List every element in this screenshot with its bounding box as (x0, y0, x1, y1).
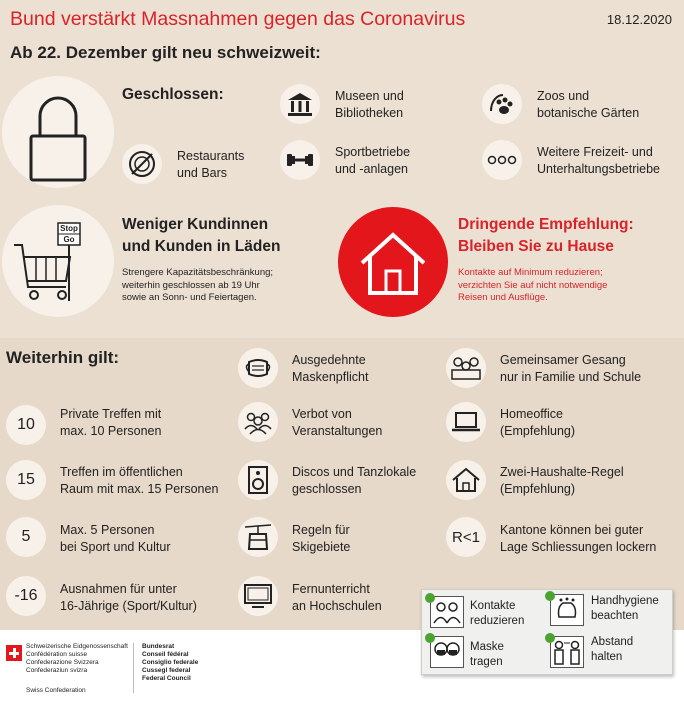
closed-item-line2: Bibliotheken (335, 106, 404, 120)
closed-item-more (537, 144, 660, 178)
rule-line1: Private Treffen mit (60, 407, 162, 421)
rule-line2: max. 10 Personen (60, 424, 162, 438)
lock-circle (2, 76, 114, 188)
distance-icon (550, 636, 584, 668)
rule-remote-teaching (292, 581, 382, 615)
speaker-icon-circle (238, 460, 278, 500)
mask-icon-circle (238, 348, 278, 388)
rule-line1: Zwei-Haushalte-Regel (500, 465, 624, 479)
shops-detail-line2: weiterhin geschlossen ab 19 Uhr (122, 279, 260, 291)
council-line: Consiglio federale (142, 659, 199, 666)
two-households-icon-circle (446, 460, 486, 500)
gondola-icon (243, 522, 273, 552)
number-badge: 10 (6, 405, 46, 445)
closed-item-line1: Museen und (335, 89, 404, 103)
checkmark-icon (545, 633, 555, 643)
crowd-icon-circle (238, 402, 278, 442)
house-icon (450, 466, 482, 494)
rule-line1: Regeln für (292, 523, 350, 537)
museum-icon-circle (280, 84, 320, 124)
closed-item-line2: und Bars (177, 166, 228, 180)
reduce-contacts-icon (430, 596, 464, 628)
cart-circle (2, 205, 114, 317)
hygiene-line1: Handhygiene (591, 595, 659, 607)
closed-item-zoos (537, 88, 639, 122)
closed-item-line1: Zoos und (537, 89, 590, 103)
rule-line2: 16-Jährige (Sport/Kultur) (60, 599, 197, 613)
stay-home-detail-line1: Kontakte auf Minimum reduzieren; (458, 267, 603, 278)
council-line: Cussegl federal (142, 667, 191, 674)
hand-hygiene-icon (550, 594, 584, 626)
shops-heading (122, 214, 280, 258)
more-icon (487, 154, 517, 166)
rule-mask (292, 352, 368, 386)
rule-public-meetings (60, 464, 218, 498)
rule-line2: Veranstaltungen (292, 424, 383, 438)
rule-line1: Treffen im öffentlichen (60, 465, 183, 479)
gondola-icon-circle (238, 517, 278, 557)
section-subtitle: Ab 22. Dezember gilt neu schweizweit: (10, 43, 321, 62)
hygiene-line2: reduzieren (470, 615, 525, 627)
house-icon (338, 207, 448, 317)
shops-heading-line2: und Kunden in Läden (122, 238, 281, 255)
mask-icon (243, 356, 273, 380)
rule-homeoffice (500, 406, 575, 440)
checkmark-icon (545, 591, 555, 601)
zoo-icon (487, 89, 517, 119)
council-line: Bundesrat (142, 643, 175, 650)
rule-line2: bei Sport und Kultur (60, 540, 171, 554)
hygiene-line2: beachten (591, 610, 639, 622)
closed-item-restaurants (177, 148, 244, 182)
rule-private-meetings (60, 406, 161, 440)
stay-home-heading-line1: Dringende Empfehlung: (458, 216, 634, 233)
hygiene-line1: Maske (470, 641, 504, 653)
stay-home-circle (338, 207, 448, 317)
dumbbell-icon-circle (280, 140, 320, 180)
lock-icon (2, 76, 114, 188)
shopping-cart-icon (2, 205, 114, 317)
rule-line1: Fernunterricht (292, 582, 370, 596)
shops-detail-line1: Strengere Kapazitätsbeschränkung; (122, 267, 274, 278)
number-badge: -16 (6, 576, 46, 616)
rule-discos (292, 464, 416, 498)
checkmark-icon (425, 593, 435, 603)
rule-line1: Max. 5 Personen (60, 523, 155, 537)
dumbbell-icon (284, 145, 316, 175)
federal-council-names (142, 643, 198, 683)
rule-line1: Gemeinsamer Gesang (500, 353, 626, 367)
choir-icon (450, 355, 482, 381)
hygiene-item-mask (470, 640, 504, 670)
hygiene-line2: halten (591, 651, 623, 663)
speaker-icon (246, 465, 270, 495)
rule-singing (500, 352, 641, 386)
rule-line1: Homeoffice (500, 407, 563, 421)
rule-line2: Raum mit max. 15 Personen (60, 482, 219, 496)
rule-line2: geschlossen (292, 482, 362, 496)
checkmark-icon (425, 633, 435, 643)
rule-line1: Ausnahmen für unter (60, 582, 177, 596)
laptop-icon-circle (446, 402, 486, 442)
mask-wearing-icon (430, 636, 464, 668)
rule-line2: (Empfehlung) (500, 424, 576, 438)
swiss-confederation: Swiss Confederation (26, 687, 86, 694)
stay-home-detail-line2: verzichten Sie auf nicht notwendige (458, 279, 608, 291)
rule-sport-culture (60, 522, 171, 556)
rule-line2: Maskenpflicht (292, 370, 369, 384)
rule-line1: Discos und Tanzlokale (292, 465, 417, 479)
stay-home-detail (458, 267, 607, 305)
museum-icon (285, 89, 315, 119)
shops-detail (122, 267, 273, 305)
rule-line1: Ausgedehnte (292, 353, 366, 367)
still-valid-heading: Weiterhin gilt: (6, 348, 120, 367)
hygiene-line1: Kontakte (470, 600, 516, 612)
stay-home-heading-line2: Bleiben Sie zu Hause (458, 238, 614, 255)
council-line: Conseil fédéral (142, 651, 189, 658)
stay-home-heading (458, 214, 634, 258)
number-badge: 5 (6, 517, 46, 557)
rule-events (292, 406, 382, 440)
confed-line: Confédération suisse (26, 651, 88, 658)
laptop-icon (450, 410, 482, 434)
confed-line: Confederaziun svizra (26, 667, 88, 674)
closed-item-sport (335, 144, 410, 178)
closed-item-line1: Sportbetriebe (335, 145, 411, 159)
divider (133, 643, 134, 693)
zoo-icon-circle (482, 84, 522, 124)
rule-line2: an Hochschulen (292, 599, 382, 613)
number-badge: 15 (6, 460, 46, 500)
confed-line: Schweizerische Eidgenossenschaft (26, 643, 128, 650)
council-line: Federal Council (142, 675, 191, 682)
closed-heading: Geschlossen: (122, 86, 224, 103)
restaurant-icon (127, 149, 157, 179)
more-icon-circle (482, 140, 522, 180)
confed-line: Confederazione Svizzera (26, 659, 99, 666)
closed-item-line2: botanische Gärten (537, 106, 640, 120)
rule-line2: (Empfehlung) (500, 482, 576, 496)
rule-two-households (500, 464, 624, 498)
closed-item-line2: und -anlagen (335, 162, 408, 176)
crowd-icon (243, 409, 273, 435)
rule-line1: Kantone können bei guter (500, 523, 644, 537)
shops-heading-line1: Weniger Kundinnen (122, 216, 269, 233)
stay-home-detail-line3: Reisen und Ausflüge. (458, 292, 548, 303)
confederation-names (26, 643, 128, 675)
swiss-flag-icon (6, 645, 22, 661)
rule-under-16 (60, 581, 197, 615)
sign-stop: Stop (60, 224, 78, 233)
rule-line2: Skigebiete (292, 540, 351, 554)
r-value-icon: R<1 (446, 517, 486, 557)
rule-line2: nur in Familie und Schule (500, 370, 642, 384)
hygiene-line2: tragen (470, 656, 503, 668)
monitor-icon (243, 583, 273, 609)
monitor-icon-circle (238, 576, 278, 616)
restaurant-icon-circle (122, 144, 162, 184)
sign-go: Go (63, 235, 75, 244)
closed-item-line2: Unterhaltungsbetriebe (537, 162, 660, 176)
hygiene-line1: Abstand (591, 636, 634, 648)
rule-cantons (500, 522, 656, 556)
date-label: 18.12.2020 (606, 12, 672, 27)
closed-item-line1: Weitere Freizeit- und (537, 145, 653, 159)
hygiene-item-distance (591, 635, 633, 665)
choir-icon-circle (446, 348, 486, 388)
closed-item-line1: Restaurants (177, 149, 245, 163)
shops-detail-line3: sowie an Sonn- und Feiertagen. (122, 292, 257, 303)
rule-line1: Verbot von (292, 407, 352, 421)
rule-line2: Lage Schliessungen lockern (500, 540, 657, 554)
hygiene-card (421, 589, 673, 675)
page-title: Bund verstärkt Massnahmen gegen das Coronavirus (10, 8, 466, 30)
hygiene-item-contacts (470, 599, 524, 629)
rule-ski (292, 522, 350, 556)
hygiene-item-hands (591, 594, 659, 624)
closed-item-museums (335, 88, 404, 122)
